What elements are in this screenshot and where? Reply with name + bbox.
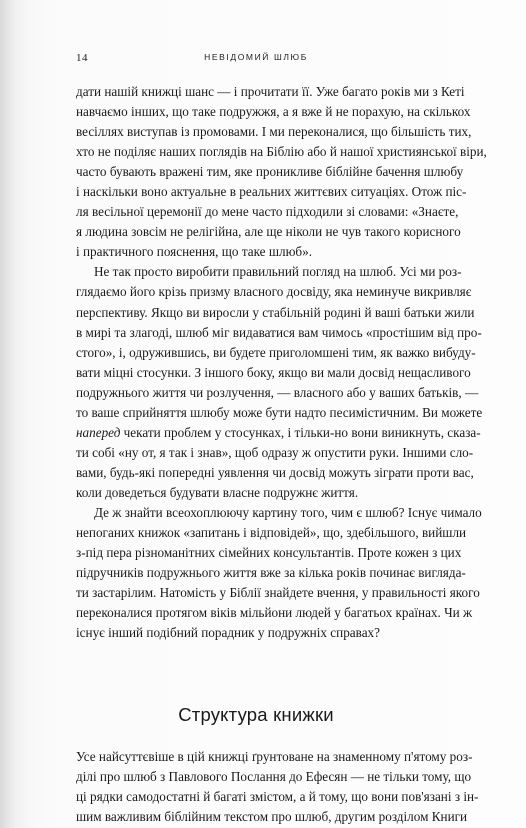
text-line: в мирі та злагоді, шлюб міг видаватися вам чимось «простішим від про- [76,324,482,340]
text-line: ці рядки самодостатні й багаті змістом, а й тому, що вони пов'язані з ін- [76,789,479,805]
paragraph [76,262,483,503]
text-line: дати нашій книжці шанс — і прочитати її. Уже багато років ми з Кеті [76,84,465,99]
text-line: стого», і, одружившись, ви будете приголомшені тим, як важко вибуду- [76,344,476,360]
text-line: ти собі «ну от, я так і знав», щоб одразу ж опустити руки. Іншими сло- [76,444,474,460]
text-line: Усе найсуттєвіше в цій книжці ґрунтоване на знаменному п'ятому роз- [76,749,473,765]
section-spacer [76,643,436,695]
text-line: і практичного пояснення, що таке шлюб». [76,244,313,260]
text-line: весіллях виступав із промовами. І ми переконалися, що більшість тих, [76,124,472,140]
text-line: коли доведеться будувати власне подружнє життя. [76,484,359,500]
text-line: то ваше сприйняття шлюбу може бути надто песимістичним. Ви можете [76,404,483,420]
text-line: вати міцні стосунки. З іншого боку, якщо ви мали досвід нещасливого [76,364,471,380]
paragraph [76,503,482,643]
text-line: підручників подружнього життя вже за кілька років починає вигляда- [76,565,466,581]
text-line: ти застарілим. Натомість у Біблії знайдете вчення, у правильності якого [76,585,480,601]
text-line: існує інший подібний порадник у подружніх справах? [76,625,381,641]
text-line: наперед чекати проблем у стосунках, і тільки-но вони виникнуть, сказа- [76,424,481,440]
text-line: хто не поділяє наших поглядів на Біблію або й нашої християнської віри, [76,144,487,160]
text-line: глядаємо його крізь призму власного досвіду, яка неминуче викривляє [76,284,472,300]
page-header [76,52,436,66]
text-line: непоганих книжок «запитань і відповідей», що, здебільшого, вийшли [76,525,467,541]
running-title: НЕВІДОМИЙ ШЛЮБ [204,52,308,62]
text-line: Не так просто виробити правильний погляд на шлюб. Усі ми роз- [94,264,462,280]
text-line: перспективу. Якщо ви виросли у стабільній родині й ваші батьки жили [76,304,475,320]
text-line: і наскільки воно актуальне в реальних життєвих ситуаціях. Отож піс- [76,184,467,200]
paragraphs [76,82,487,643]
text-line: ля весільної церемонії до мене часто підходили зі словами: «Знаєте, [76,204,459,220]
text-line: Де ж знайти всеохоплюючу картину того, чим є шлюб? Існує чимало [94,504,482,520]
text-line: часто бувають вражені тим, яке проникливе біблійне бачення шлюбу [76,164,464,180]
page-number: 14 [76,52,88,64]
text-line: подружнього життя чи розлучення, — власного або у ваших батьків, — [76,384,479,400]
text-line: я людина зовсім не релігійна, але ще ніколи не чув такого корисного [76,224,461,240]
section-heading: Структура книжки [178,704,334,726]
text-line: шим важливим біблійним текстом про шлюб, другим розділом Книги [76,809,468,825]
text-line: ділі про шлюб з Павлового Послання до Ефесян — не тільки тому, що [76,769,472,785]
text-line: навчаємо інших, що таке подружжя, а я вже й не порахую, на скількох [76,104,471,120]
text-line: з-під пера різноманітних сімейних консультантів. Проте кожен з цих [76,545,462,561]
text-line: переконалися протягом віків мільйони людей у багатьох країнах. Чи ж [76,605,473,621]
text-line: вами, будь-які попередні уявлення чи досвід можуть зіграти проти вас, [76,464,474,480]
emphasis-text: наперед [76,424,121,440]
paragraph [76,82,487,262]
body-text [76,82,487,828]
section-paragraph [76,747,479,827]
